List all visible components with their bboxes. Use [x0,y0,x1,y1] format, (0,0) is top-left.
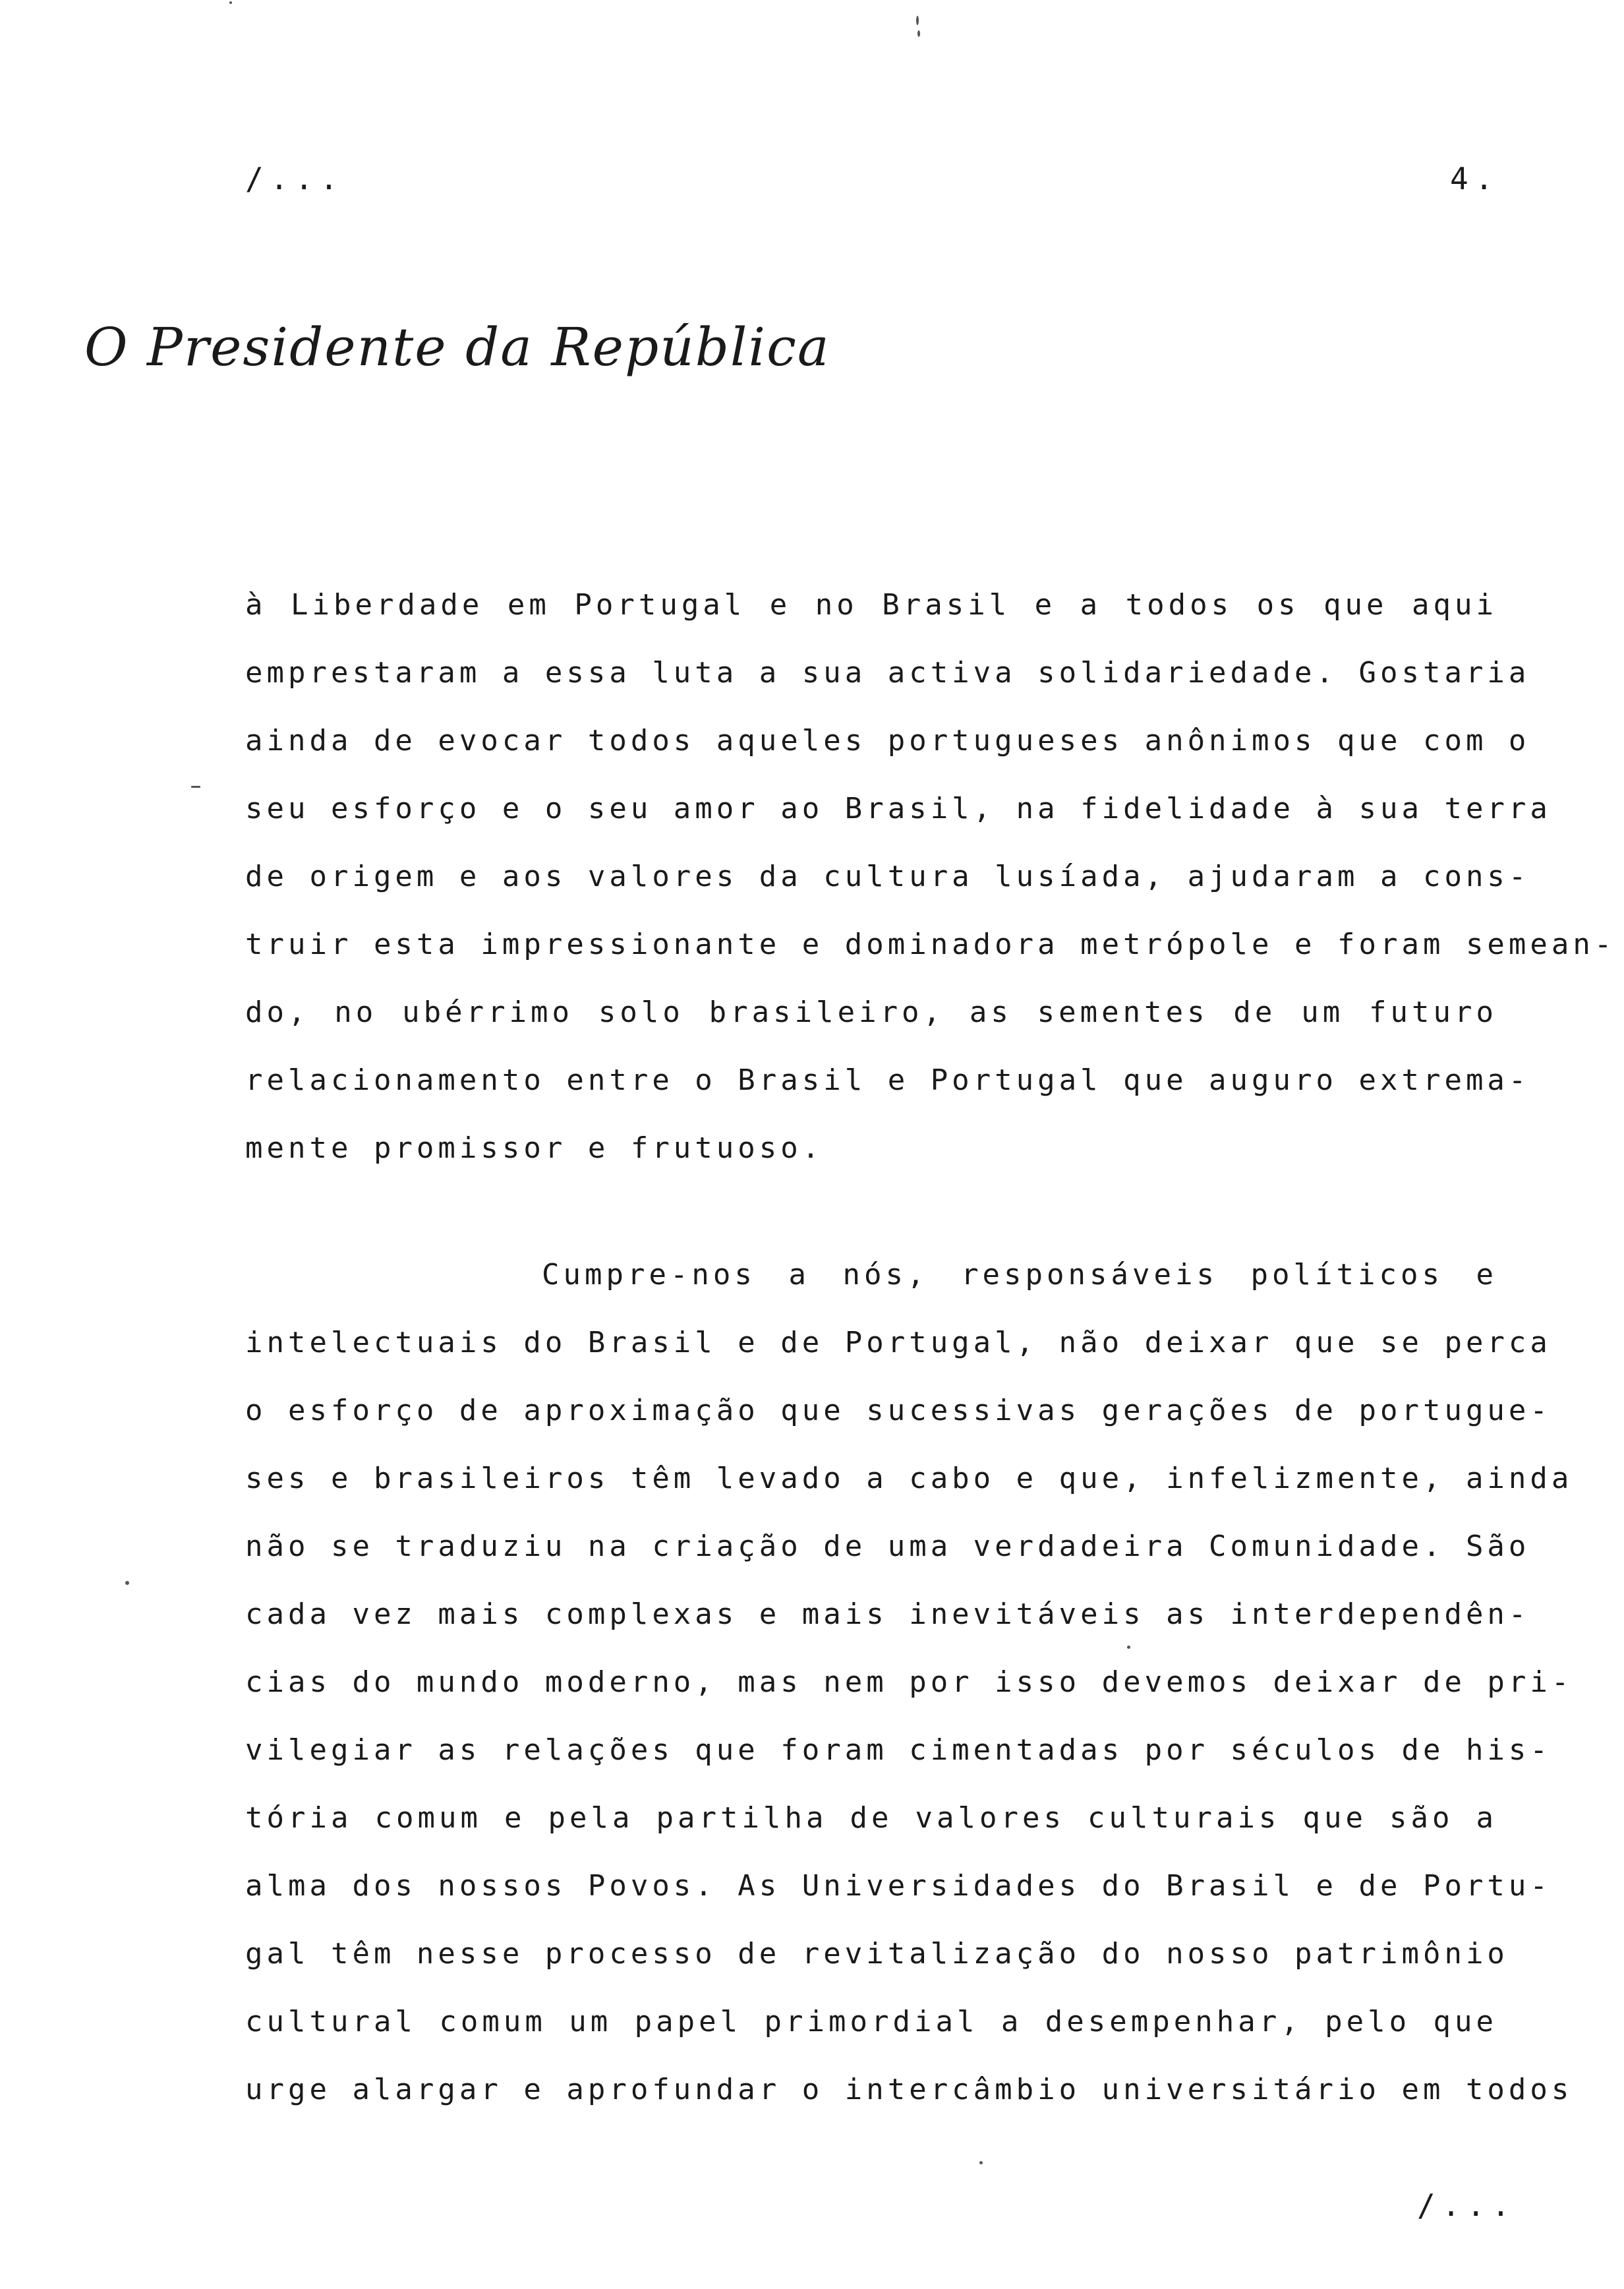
text-line: truir esta impressionante e dominadora metrópole e foram semean- [245,928,1616,961]
text-line: gal têm nesse processo de revitalização do nosso patrimônio [245,1937,1509,1971]
text-line: urge alargar e aprofundar o intercâmbio universitário em todos [245,2073,1573,2106]
text-line: relacionamento entre o Brasil e Portugal que auguro extrema- [245,1063,1530,1097]
text-line: cultural comum um papel primordial a desempenhar, pelo que [245,2005,1497,2038]
text-line: emprestaram a essa luta a sua activa solidariedade. Gostaria [245,656,1530,690]
text-line: cias do mundo moderno, mas nem por isso devemos deixar de pri- [245,1665,1573,1699]
continued-mark-top: /... [245,161,345,196]
text-line: mente promissor e frutuoso. [245,1131,824,1165]
text-line: vilegiar as relações que foram cimentadas por séculos de his- [245,1733,1552,1767]
text-line: o esforço de aproximação que sucessivas gerações de portugue- [245,1394,1552,1427]
paragraph-1 [245,571,1616,1182]
scan-speck [1127,1646,1130,1649]
text-line: Cumpre-nos a nós, responsáveis políticos e [542,1258,1497,1292]
paragraph-2 [245,1241,1573,2124]
scan-speck [916,16,919,25]
scan-speck [917,30,920,37]
text-line: tória comum e pela partilha de valores culturais que são a [245,1801,1497,1835]
text-line: do, no ubérrimo solo brasileiro, as sementes de um futuro [245,996,1497,1029]
text-line: alma dos nossos Povos. As Universidades do Brasil e de Portu- [245,1869,1552,1903]
text-line: ses e brasileiros têm levado a cabo e que, infelizmente, ainda [245,1462,1573,1495]
text-line: cada vez mais complexas e mais inevitáveis as interdependên- [245,1597,1530,1631]
scan-speck [191,786,200,788]
text-line: ainda de evocar todos aqueles portugueses anônimos que com o [245,724,1530,758]
scan-speck [125,1581,129,1585]
scan-speck [979,2161,983,2164]
letterhead-title: O Presidente da República [84,316,830,378]
text-line: não se traduziu na criação de uma verdadeira Comunidade. São [245,1530,1530,1563]
text-line: à Liberdade em Portugal e no Brasil e a todos os que aqui [245,588,1497,622]
text-line: seu esforço e o seu amor ao Brasil, na fidelidade à sua terra [245,792,1552,825]
text-line: de origem e aos valores da cultura lusíada, ajudaram a cons- [245,860,1530,893]
scan-speck [229,1,232,4]
text-line: intelectuais do Brasil e de Portugal, não deixar que se perca [245,1326,1552,1359]
page-number: 4. [1450,161,1500,196]
continued-mark-bottom: /... [1417,2187,1517,2223]
